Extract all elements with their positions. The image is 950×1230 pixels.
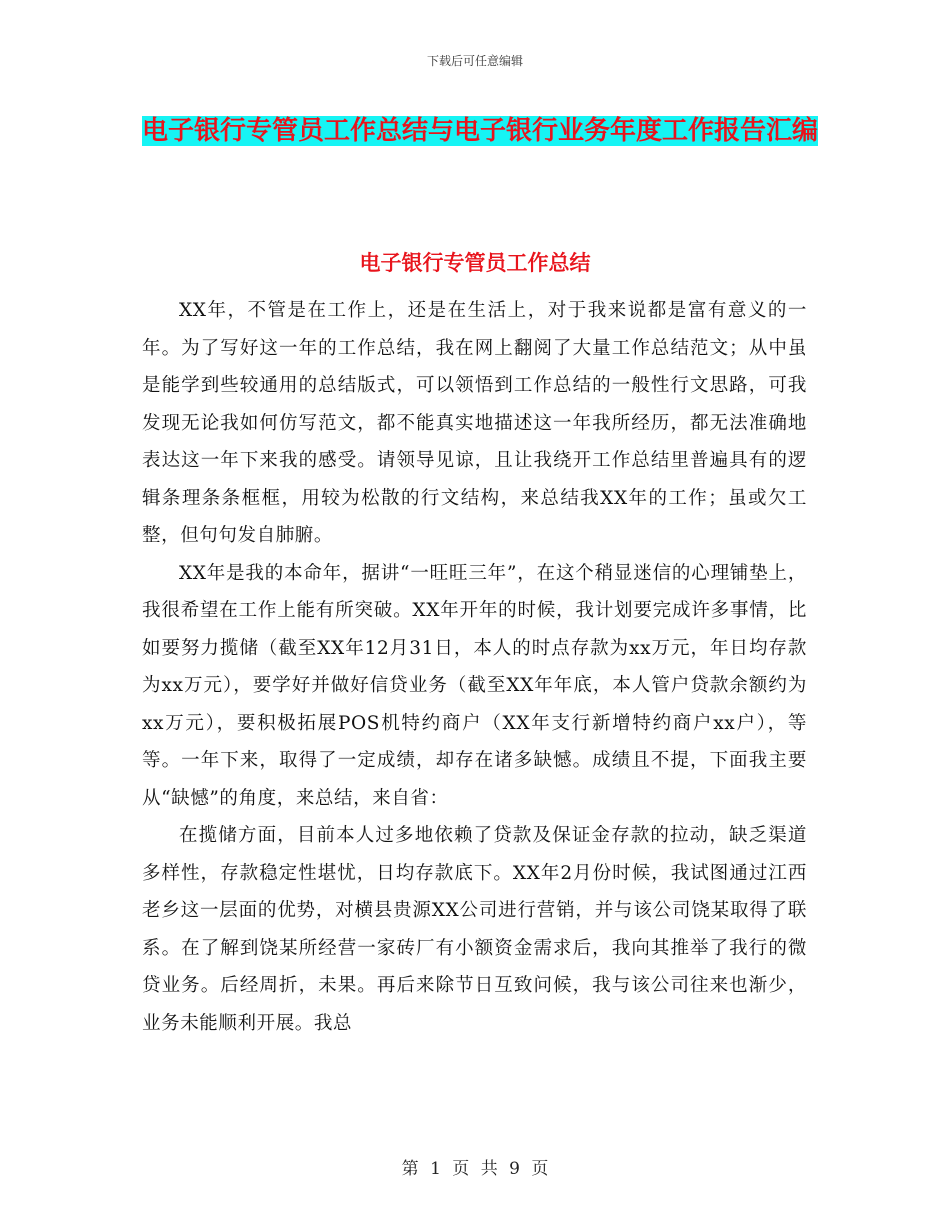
section-title: 电子银行专管员工作总结 [359,251,591,275]
paragraph-3: 在揽储方面，目前本人过多地依赖了贷款及保证金存款的拉动，缺乏渠道多样性，存款稳定性堪忧，日均存款底下。XX年2月份时候，我试图通过江西老乡这一层面的优势，对横县贵源XX公司进行营销，并与该公司饶某取得了联系。在了解到饶某所经营一家砖厂有小额资金需求后，我向其推举了我行的微贷业务。后经周折，未果。再后来除节日互致问候，我与该公司往来也渐少，业务未能顺利开展。我总 [142,825,807,1034]
document-title-text: 电子银行专管员工作总结与电子银行业务年度工作报告汇编 [141,116,818,146]
paragraph-2: XX年是我的本命年，据讲“一旺旺三年”，在这个稍显迷信的心理铺垫上，我很希望在工作上能有所突破。XX年开年的时候，我计划要完成许多事情，比如要努力揽储（截至XX年12月31日，本人的时点存款为xx万元，年日均存款为xx万元），要学好并做好信贷业务（截至XX年年底，本人管户贷款余额约为xx万元），要积极拓展POS机特约商户（XX年支行新增特约商户xx户），等等。一年下来，取得了一定成绩，却存在诸多缺憾。成绩且不提，下面我主要从“缺憾”的角度，来总结，来自省： [142,562,807,809]
paragraph-1: XX年，不管是在工作上，还是在生活上，对于我来说都是富有意义的一年。为了写好这一年的工作总结，我在网上翻阅了大量工作总结范文；从中虽是能学到些较通用的总结版式，可以领悟到工作总结的一般性行文思路，可我发现无论我如何仿写范文，都不能真实地描述这一年我所经历，都无法准确地表达这一年下来我的感受。请领导见谅，且让我绕开工作总结里普遍具有的逻辑条理条条框框，用较为松散的行文结构，来总结我XX年的工作；虽或欠工整，但句句发自肺腑。 [142,300,807,546]
page-footer: 第 1 页 共 9 页 [401,1159,549,1179]
header-note: 下载后可任意编辑 [426,54,523,68]
document-title [140,108,820,154]
document-body [142,292,807,1042]
